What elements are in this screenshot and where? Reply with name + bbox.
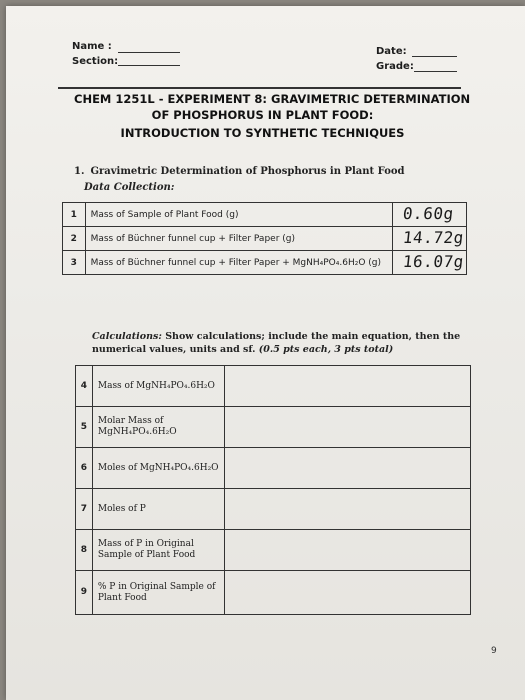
- answer-cell[interactable]: [225, 530, 471, 571]
- data-collection-label: Data Collection:: [84, 182, 175, 193]
- title-line-3: INTRODUCTION TO SYNTHETIC TECHNIQUES: [120, 126, 405, 140]
- value-cell[interactable]: [393, 227, 467, 251]
- table-row: [76, 366, 471, 407]
- row-label: Mass of Büchner funnel cup + Filter Paper (g): [85, 227, 393, 251]
- row-number: 1: [63, 203, 86, 227]
- calculations-table: [75, 365, 471, 615]
- row-number: 8: [76, 530, 93, 571]
- table-row: [76, 448, 471, 489]
- data-collection-table: [62, 202, 467, 275]
- table-row: [76, 530, 471, 571]
- section-label: Section:: [72, 56, 119, 67]
- table-row: [63, 251, 467, 275]
- header-divider: [58, 87, 461, 89]
- answer-cell[interactable]: [225, 489, 471, 530]
- grade-label: Grade:: [376, 61, 414, 72]
- row-label: Moles of P: [92, 489, 224, 530]
- table-row: [76, 407, 471, 448]
- calculations-instructions: [92, 330, 482, 356]
- section-number: 1.: [74, 166, 85, 177]
- row-number: 6: [76, 448, 93, 489]
- value-cell[interactable]: [393, 251, 467, 275]
- table-row: [63, 227, 467, 251]
- section-heading: [74, 166, 405, 177]
- answer-cell[interactable]: [225, 448, 471, 489]
- calculations-lead: Calculations:: [92, 331, 162, 342]
- row-number: 5: [76, 407, 93, 448]
- section-blank: [118, 65, 180, 66]
- answer-cell[interactable]: [225, 571, 471, 615]
- grade-blank: [414, 71, 457, 72]
- value-cell[interactable]: [393, 203, 467, 227]
- row-label: Mass of MgNH₄PO₄.6H₂O: [92, 366, 224, 407]
- answer-cell[interactable]: [225, 366, 471, 407]
- row-label: % P in Original Sample of Plant Food: [92, 571, 224, 615]
- date-blank: [412, 56, 457, 57]
- table-row: [63, 203, 467, 227]
- table-row: [76, 489, 471, 530]
- name-label: Name :: [72, 41, 112, 52]
- title-line-1: CHEM 1251L - EXPERIMENT 8: GRAVIMETRIC DETERMINATION: [74, 92, 471, 106]
- date-label: Date:: [376, 46, 407, 57]
- row-number: 3: [63, 251, 86, 275]
- row-label: Mass of Büchner funnel cup + Filter Paper + MgNH₄PO₄.6H₂O (g): [85, 251, 393, 275]
- calculations-text: Show calculations; include the main equation, then the numerical values, units and sf.: [92, 331, 461, 355]
- calculations-points: (0.5 pts each, 3 pts total): [258, 344, 394, 355]
- handwritten-value: 16.07g: [402, 252, 465, 271]
- page-number: 9: [491, 646, 497, 656]
- answer-cell[interactable]: [225, 407, 471, 448]
- row-label: Mass of P in Original Sample of Plant Food: [92, 530, 224, 571]
- row-number: 4: [76, 366, 93, 407]
- row-number: 2: [63, 227, 86, 251]
- row-label: Moles of MgNH₄PO₄.6H₂O: [92, 448, 224, 489]
- table-row: [76, 571, 471, 615]
- name-blank: [118, 52, 180, 53]
- handwritten-value: 14.72g: [402, 228, 465, 247]
- row-number: 9: [76, 571, 93, 615]
- section-title: Gravimetric Determination of Phosphorus in Plant Food: [90, 166, 405, 177]
- row-number: 7: [76, 489, 93, 530]
- row-label: Molar Mass of MgNH₄PO₄.6H₂O: [92, 407, 224, 448]
- row-label: Mass of Sample of Plant Food (g): [85, 203, 393, 227]
- handwritten-value: 0.60g: [402, 204, 455, 223]
- title-line-2: OF PHOSPHORUS IN PLANT FOOD:: [151, 108, 374, 122]
